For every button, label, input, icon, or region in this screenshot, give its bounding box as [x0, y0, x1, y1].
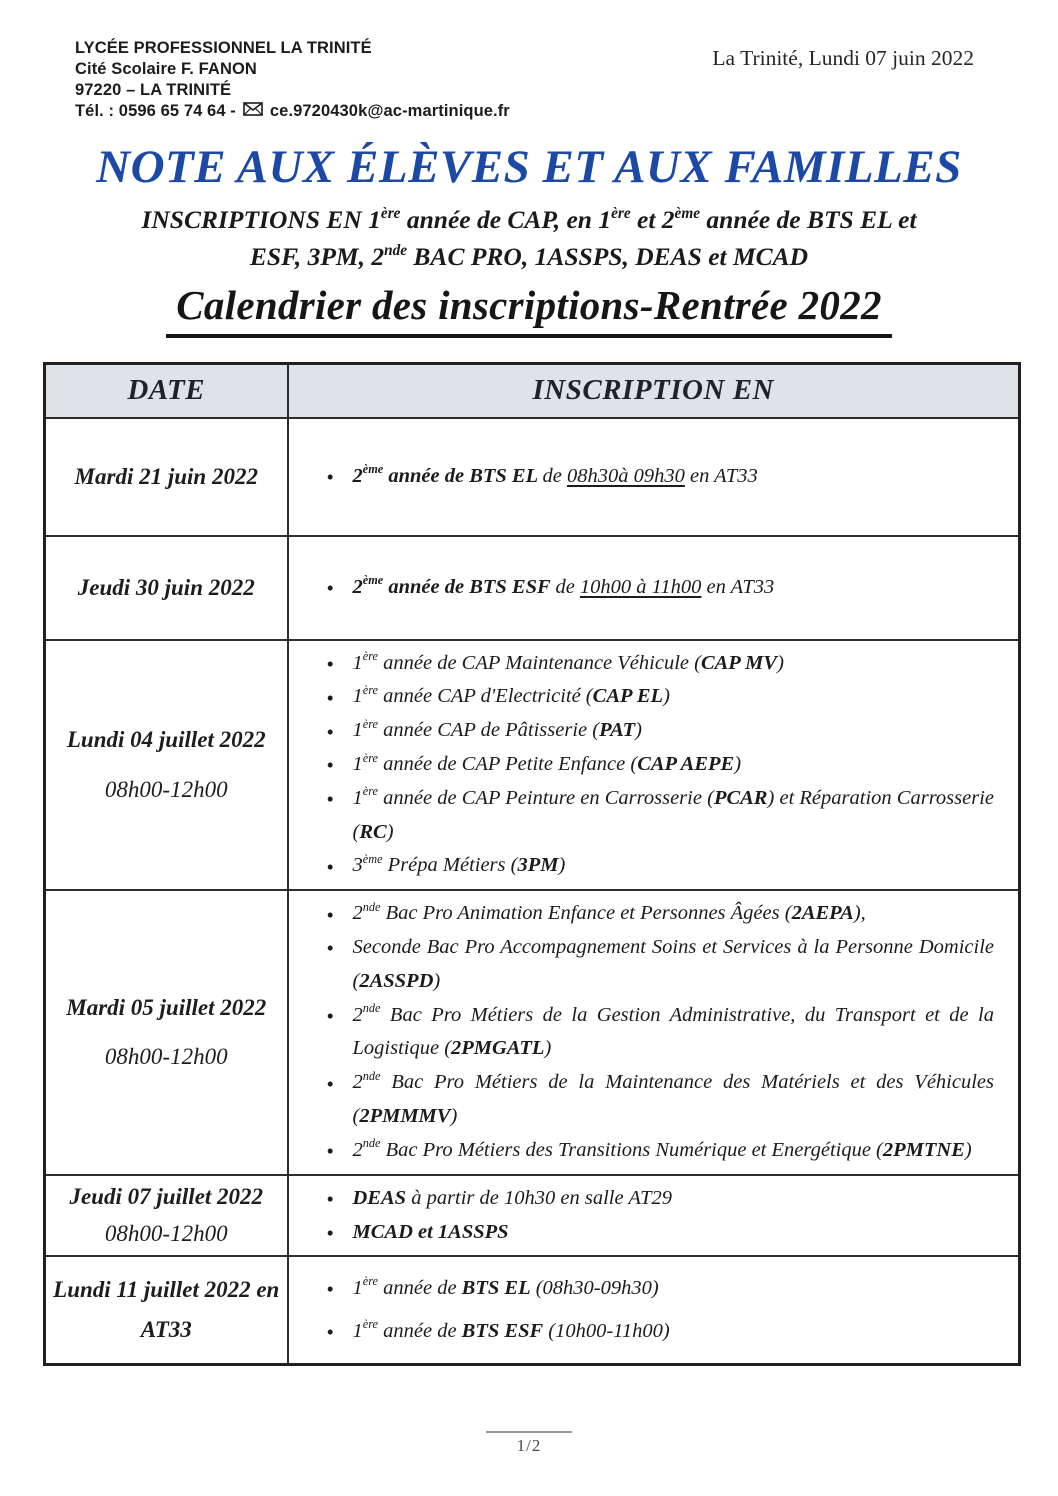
- text-run: PAT: [599, 719, 636, 742]
- text-run: 1: [352, 786, 363, 809]
- text-run: à partir de 10h30 en salle AT29: [406, 1186, 672, 1209]
- date-line: [52, 1270, 281, 1310]
- text-run: et 2: [630, 205, 675, 234]
- text-run: ère: [362, 682, 378, 697]
- text-run: année de: [378, 1319, 462, 1342]
- text-run: 1: [352, 719, 363, 742]
- date-line: [52, 1032, 281, 1081]
- subtitle-line: [0, 202, 1058, 239]
- table-row: [45, 536, 1020, 640]
- text-run: ère: [362, 1317, 378, 1332]
- table-row: [45, 1175, 1020, 1257]
- date-line: [52, 715, 281, 764]
- date-line: [52, 452, 281, 501]
- text-run: (10h00-11h00): [543, 1319, 670, 1342]
- inscription-cell: [288, 890, 1020, 1175]
- inscription-item: [325, 748, 1005, 782]
- text-run: 2: [352, 1003, 363, 1026]
- inscription-cell: [288, 418, 1020, 536]
- email-text: ce.9720430k@ac-martinique.fr: [269, 102, 510, 121]
- text-run: PCAR: [713, 786, 768, 809]
- text-run: ème: [362, 851, 383, 866]
- text-run: BTS EL: [461, 1276, 531, 1299]
- column-header-date: DATE: [45, 364, 288, 418]
- inscription-item: [325, 680, 1005, 714]
- text-run: 1: [352, 1319, 363, 1342]
- text-run: de: [555, 575, 580, 598]
- text-run: en AT33: [701, 575, 775, 598]
- text-run: année CAP d'Electricité (: [378, 685, 593, 708]
- inscription-list: [289, 897, 1005, 1168]
- text-run: ): [544, 1037, 552, 1060]
- inscription-cell: [288, 1175, 1020, 1257]
- table-header-row: [45, 364, 1020, 418]
- text-run: DEAS: [352, 1186, 407, 1209]
- text-run: 2: [352, 575, 363, 598]
- text-run: AT33: [140, 1317, 192, 1343]
- text-run: Bac Pro Animation Enfance et Personnes Âgées (: [380, 902, 792, 925]
- text-run: Bac Pro Métiers des Transitions Numérique et Energétique (: [380, 1138, 883, 1161]
- inscription-item: [325, 931, 1005, 999]
- text-run: 2AEPA: [791, 902, 854, 925]
- phone-label: Tél. : 0596 65 74 64 -: [75, 102, 236, 121]
- text-run: ): [734, 752, 742, 775]
- text-run: Bac Pro Métiers de la Maintenance des Matériels et des Véhicules (: [352, 1071, 994, 1128]
- text-run: Prépa Métiers (: [382, 854, 518, 877]
- text-run: MCAD et 1ASSPS: [352, 1220, 509, 1243]
- text-run: Lundi 04 juillet 2022: [66, 727, 266, 753]
- text-run: Mardi 21 juin 2022: [74, 463, 258, 489]
- date-line: [52, 1216, 281, 1253]
- date-cell: [45, 640, 288, 891]
- inscription-cell: [288, 1256, 1020, 1364]
- table-row: [45, 640, 1020, 891]
- calendar-table: [43, 362, 1021, 1366]
- school-address-line: Cité Scolaire F. FANON: [75, 60, 257, 79]
- date-line: [52, 1179, 281, 1216]
- text-run: 10h00 à 11h00: [579, 575, 702, 598]
- text-run: ) et Réparation Carrosserie (: [352, 786, 995, 843]
- text-run: 2PMGATL: [451, 1037, 545, 1060]
- inscription-list: [289, 571, 1005, 605]
- page-footer: [0, 1431, 1058, 1456]
- document-title: NOTE AUX ÉLÈVES ET AUX FAMILLES: [96, 141, 962, 193]
- date-line: [52, 563, 281, 612]
- inscription-item: [325, 1066, 1005, 1134]
- text-run: année de BTS EL: [383, 464, 543, 487]
- text-run: année de: [378, 1276, 462, 1299]
- dateline: La Trinité, Lundi 07 juin 2022: [712, 46, 974, 70]
- text-run: CAP AEPE: [637, 752, 735, 775]
- text-run: BTS ESF: [461, 1319, 544, 1342]
- date-cell: [45, 536, 288, 640]
- school-name: LYCÉE PROFESSIONNEL LA TRINITÉ: [75, 39, 372, 57]
- text-run: 2ASSPD: [359, 969, 434, 992]
- inscription-item: [325, 1315, 1005, 1349]
- inscription-item: [325, 1182, 1005, 1216]
- school-address-line: 97220 – LA TRINITÉ: [75, 81, 232, 100]
- text-run: en AT33: [684, 464, 758, 487]
- text-run: année de BTS EL et: [700, 205, 917, 234]
- text-run: ème: [362, 573, 384, 588]
- text-run: 08h30à 09h30: [566, 464, 685, 487]
- page-number: 1/2: [516, 1436, 542, 1455]
- text-run: année de CAP Peinture en Carrosserie (: [378, 786, 714, 809]
- date-cell: [45, 1256, 288, 1364]
- date-cell: [45, 418, 288, 536]
- text-run: (08h30-09h30): [530, 1276, 659, 1299]
- inscription-item: [325, 1216, 1005, 1250]
- text-run: 1: [352, 685, 363, 708]
- text-run: nde: [384, 241, 408, 259]
- text-run: RC: [359, 820, 387, 843]
- text-run: Mardi 05 juillet 2022: [66, 995, 267, 1020]
- text-run: ): [635, 719, 642, 742]
- text-run: ère: [362, 1274, 378, 1289]
- text-run: nde: [362, 1136, 381, 1151]
- text-run: 1: [352, 752, 363, 775]
- text-run: année de CAP, en 1: [400, 205, 612, 234]
- text-run: 08h00-12h00: [104, 1044, 228, 1070]
- text-run: année de BTS ESF: [383, 575, 556, 598]
- text-run: nde: [362, 1068, 381, 1083]
- section-title-wrap: [0, 281, 1058, 338]
- text-run: nde: [362, 899, 381, 914]
- inscription-cell: [288, 536, 1020, 640]
- text-run: 2: [352, 1138, 363, 1161]
- table-row: [45, 890, 1020, 1175]
- table-row: [45, 1256, 1020, 1364]
- text-run: INSCRIPTIONS EN 1: [141, 205, 381, 234]
- inscription-item: [325, 1134, 1005, 1168]
- text-run: ),: [853, 902, 866, 925]
- text-run: année de CAP Maintenance Véhicule (: [378, 651, 701, 674]
- inscription-item: [325, 571, 1005, 605]
- text-run: Lundi 11 juillet 2022 en: [53, 1276, 280, 1302]
- footer-divider: [486, 1431, 572, 1433]
- section-title: Calendrier des inscriptions-Rentrée 2022: [166, 281, 892, 338]
- text-run: 08h00-12h00: [104, 776, 228, 802]
- text-run: ère: [611, 204, 631, 222]
- text-run: 2PMMMV: [359, 1105, 451, 1128]
- text-run: 2: [352, 464, 363, 487]
- document-subtitle: [0, 202, 1058, 276]
- text-run: CAP MV: [700, 651, 778, 674]
- inscription-item: [325, 849, 1005, 883]
- letterhead-school-block: [75, 38, 510, 122]
- inscription-list: [289, 460, 1005, 494]
- text-run: de: [542, 464, 567, 487]
- text-run: année CAP de Pâtisserie (: [378, 719, 600, 742]
- text-run: ): [450, 1105, 458, 1128]
- school-contact-line: [75, 101, 510, 122]
- text-run: ère: [362, 784, 378, 799]
- text-run: ): [663, 685, 670, 708]
- text-run: ): [386, 820, 394, 843]
- column-header-inscription: INSCRIPTION EN: [288, 364, 1020, 418]
- date-line: [52, 765, 281, 814]
- text-run: Jeudi 07 juillet 2022: [69, 1183, 264, 1209]
- inscription-item: [325, 460, 1005, 494]
- text-run: ESF, 3PM, 2: [249, 241, 385, 271]
- text-run: nde: [362, 1001, 381, 1016]
- text-run: 1: [352, 1276, 363, 1299]
- inscription-list: [289, 1272, 1005, 1349]
- text-run: ère: [362, 716, 378, 731]
- text-run: 3PM: [517, 854, 559, 877]
- text-run: 2PMTNE: [882, 1138, 965, 1161]
- text-run: 2: [352, 1071, 363, 1094]
- text-run: ): [777, 651, 784, 674]
- inscription-cell: [288, 640, 1020, 891]
- text-run: ère: [380, 204, 401, 222]
- inscription-item: [325, 782, 1005, 850]
- inscription-item: [325, 1272, 1005, 1306]
- inscription-item: [325, 647, 1005, 681]
- date-cell: [45, 1175, 288, 1257]
- text-run: ère: [362, 649, 378, 664]
- inscription-item: [325, 999, 1005, 1067]
- text-run: ): [964, 1138, 972, 1161]
- date-line: [52, 983, 281, 1032]
- table-row: [45, 418, 1020, 536]
- text-run: ): [558, 854, 566, 877]
- text-run: 2: [352, 902, 363, 925]
- date-line: [52, 1310, 281, 1350]
- date-cell: [45, 890, 288, 1175]
- text-run: ère: [362, 750, 378, 765]
- inscription-list: [289, 647, 1005, 884]
- text-run: 1: [352, 651, 363, 674]
- text-run: BAC PRO, 1ASSPS, DEAS et MCAD: [407, 241, 809, 271]
- text-run: ème: [362, 462, 384, 477]
- inscription-item: [325, 897, 1005, 931]
- text-run: année de CAP Petite Enfance (: [378, 752, 638, 775]
- text-run: Bac Pro Métiers de la Gestion Administrative, du Transport et de la Logistique (: [352, 1003, 994, 1060]
- text-run: Jeudi 30 juin 2022: [77, 574, 255, 600]
- text-run: CAP EL: [592, 685, 664, 708]
- inscription-item: [325, 714, 1005, 748]
- text-run: 3: [352, 854, 363, 877]
- text-run: ): [433, 969, 441, 992]
- envelope-icon: [243, 101, 263, 122]
- inscription-list: [289, 1182, 1005, 1250]
- calendar-table-body: [45, 418, 1020, 1365]
- subtitle-line: [0, 239, 1058, 276]
- text-run: Seconde Bac Pro Accompagnement Soins et Services à la Personne Domicile (: [352, 936, 994, 992]
- text-run: ème: [674, 204, 701, 222]
- text-run: 08h00-12h00: [104, 1220, 228, 1246]
